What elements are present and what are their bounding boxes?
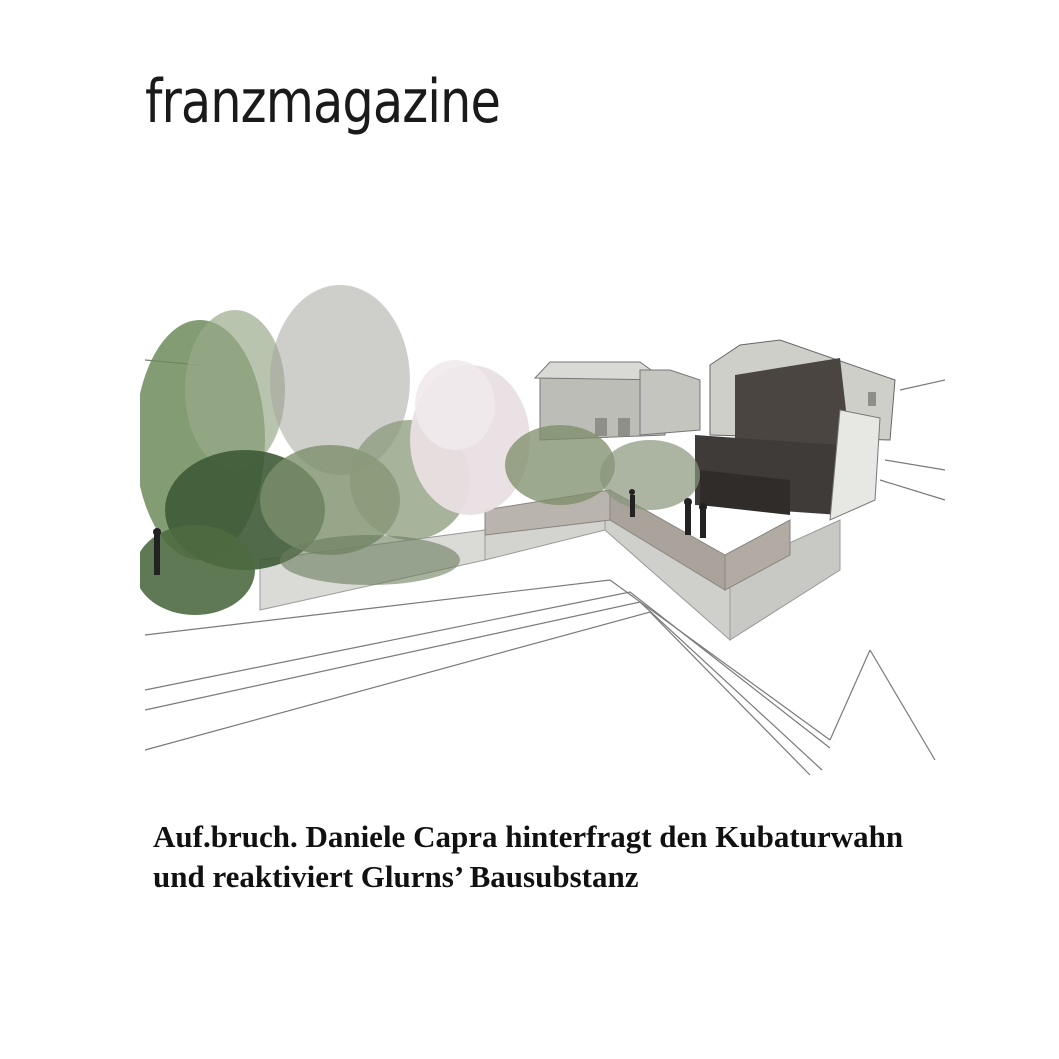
hero-architectural-rendering <box>140 270 950 780</box>
svg-text:franzmagazine: franzmagazine <box>145 67 500 137</box>
franzmagazine-logo[interactable] <box>145 60 505 150</box>
article-headline[interactable]: Auf.bruch. Daniele Capra hinterfragt den Kubaturwahn und reaktiviert Glurns’ Bausubstanz <box>153 819 904 894</box>
trees-foliage <box>140 285 700 615</box>
